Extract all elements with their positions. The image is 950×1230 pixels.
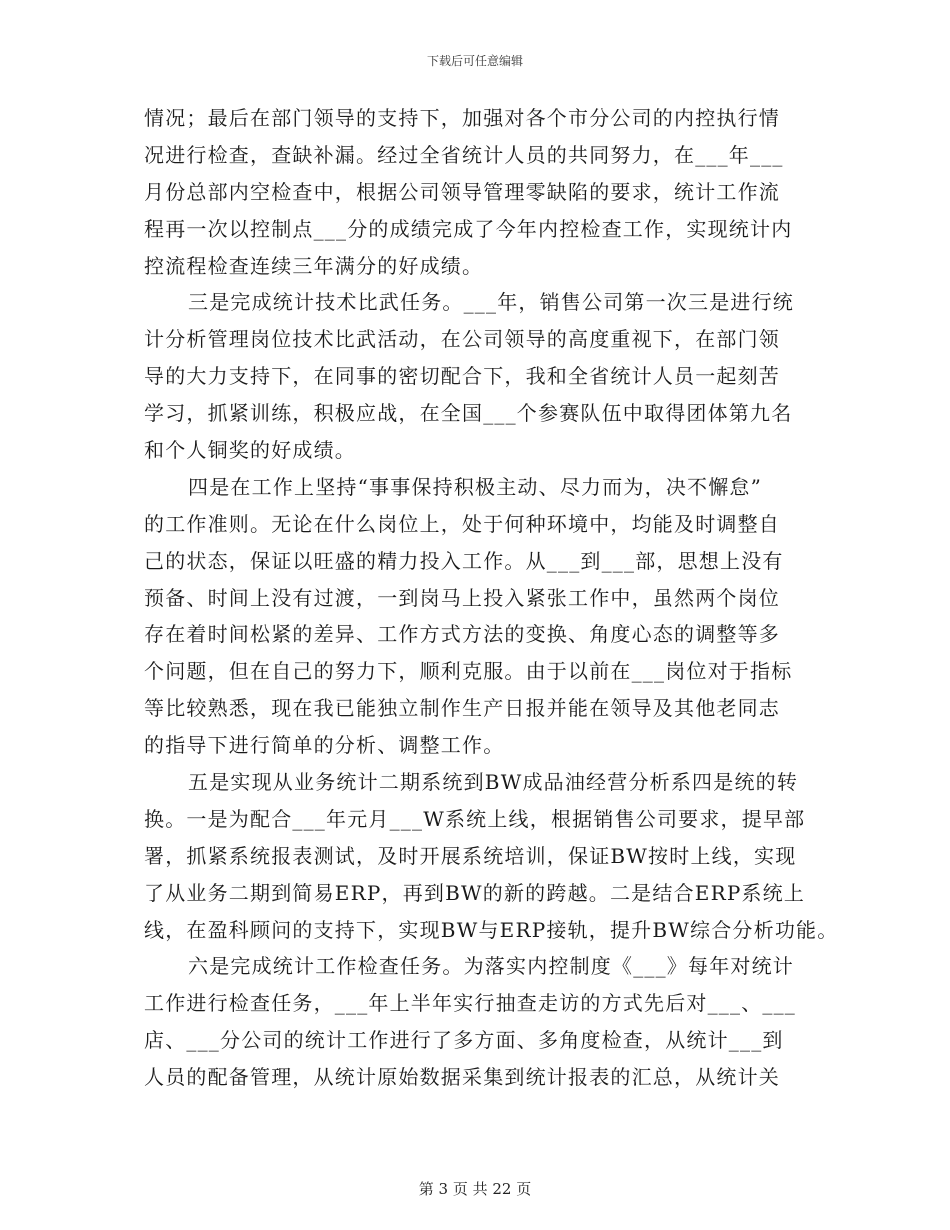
text-line: 程再一次以控制点___分的成绩完成了今年内控检查工作，实现统计内 — [144, 216, 793, 241]
text-line: 个问题，但在自己的努力下，顺利克服。由于以前在___岗位对于指标 — [144, 659, 793, 684]
text-line: 店、___分公司的统计工作进行了多方面、多角度检查，从统计___到 — [144, 1028, 784, 1053]
text-line: 学习，抓紧训练，积极应战，在全国___个参赛队伍中取得团体第九名 — [144, 401, 793, 426]
text-line: 和个人铜奖的好成绩。 — [144, 438, 356, 463]
page-footer: 第 3 页 共 22 页 — [418, 1180, 532, 1198]
text-line: 己的状态，保证以旺盛的精力投入工作。从___到___部，思想上没有 — [144, 548, 784, 573]
text-line: 情况；最后在部门领导的支持下，加强对各个市分公司的内控执行情 — [144, 106, 780, 130]
text-line: 人员的配备管理，从统计原始数据采集到统计报表的汇总，从统计关 — [144, 1065, 780, 1090]
text-line: 况进行检查，查缺补漏。经过全省统计人员的共同努力，在___年___ — [144, 142, 784, 167]
page-header: 下载后可任意编辑 — [426, 54, 523, 68]
text-line: 换。一是为配合___年元月___W系统上线，根据销售公司要求，提早部 — [144, 806, 806, 831]
paragraph-start-line: 三是完成统计技术比武任务。___年，销售公司第一次三是进行统 — [188, 290, 794, 315]
text-line: 等比较熟悉，现在我已能独立制作生产日报并能在领导及其他老同志 — [144, 696, 780, 721]
paragraph-start-line: 五是实现从业务统计二期系统到BW成品油经营分析系四是统的转 — [188, 770, 799, 795]
text-line: 工作进行检查任务，___年上半年实行抽查走访的方式先后对___、___ — [144, 991, 796, 1016]
text-line: 计分析管理岗位技术比武活动，在公司领导的高度重视下，在部门领 — [144, 327, 780, 352]
paragraph-start-line: 六是完成统计工作检查任务。为落实内控制度《___》每年对统计 — [188, 954, 794, 979]
text-line: 导的大力支持下，在同事的密切配合下，我和全省统计人员一起刻苦 — [144, 364, 780, 389]
document-body — [144, 100, 839, 1096]
text-line: 署，抓紧系统报表测试，及时开展系统培训，保证BW按时上线，实现 — [144, 843, 797, 868]
text-line: 线，在盈科顾问的支持下，实现BW与ERP接轨，提升BW综合分析功能。 — [144, 917, 839, 942]
text-line: 的指导下进行简单的分析、调整工作。 — [144, 733, 505, 758]
text-line: 月份总部内空检查中，根据公司领导管理零缺陷的要求，统计工作流 — [144, 179, 780, 204]
text-line: 了从业务二期到简易ERP，再到BW的新的跨越。二是结合ERP系统上 — [144, 880, 806, 905]
text-line: 的工作准则。无论在什么岗位上，处于何种环境中，均能及时调整自 — [144, 511, 780, 536]
text-line: 存在着时间松紧的差异、工作方式方法的变换、角度心态的调整等多 — [144, 622, 780, 647]
text-line: 控流程检查连续三年满分的好成绩。 — [144, 253, 484, 278]
paragraph-start-line: 四是在工作上坚持“事事保持积极主动、尽力而为，决不懈怠” — [188, 474, 763, 499]
text-line: 预备、时间上没有过渡，一到岗马上投入紧张工作中，虽然两个岗位 — [144, 585, 780, 610]
